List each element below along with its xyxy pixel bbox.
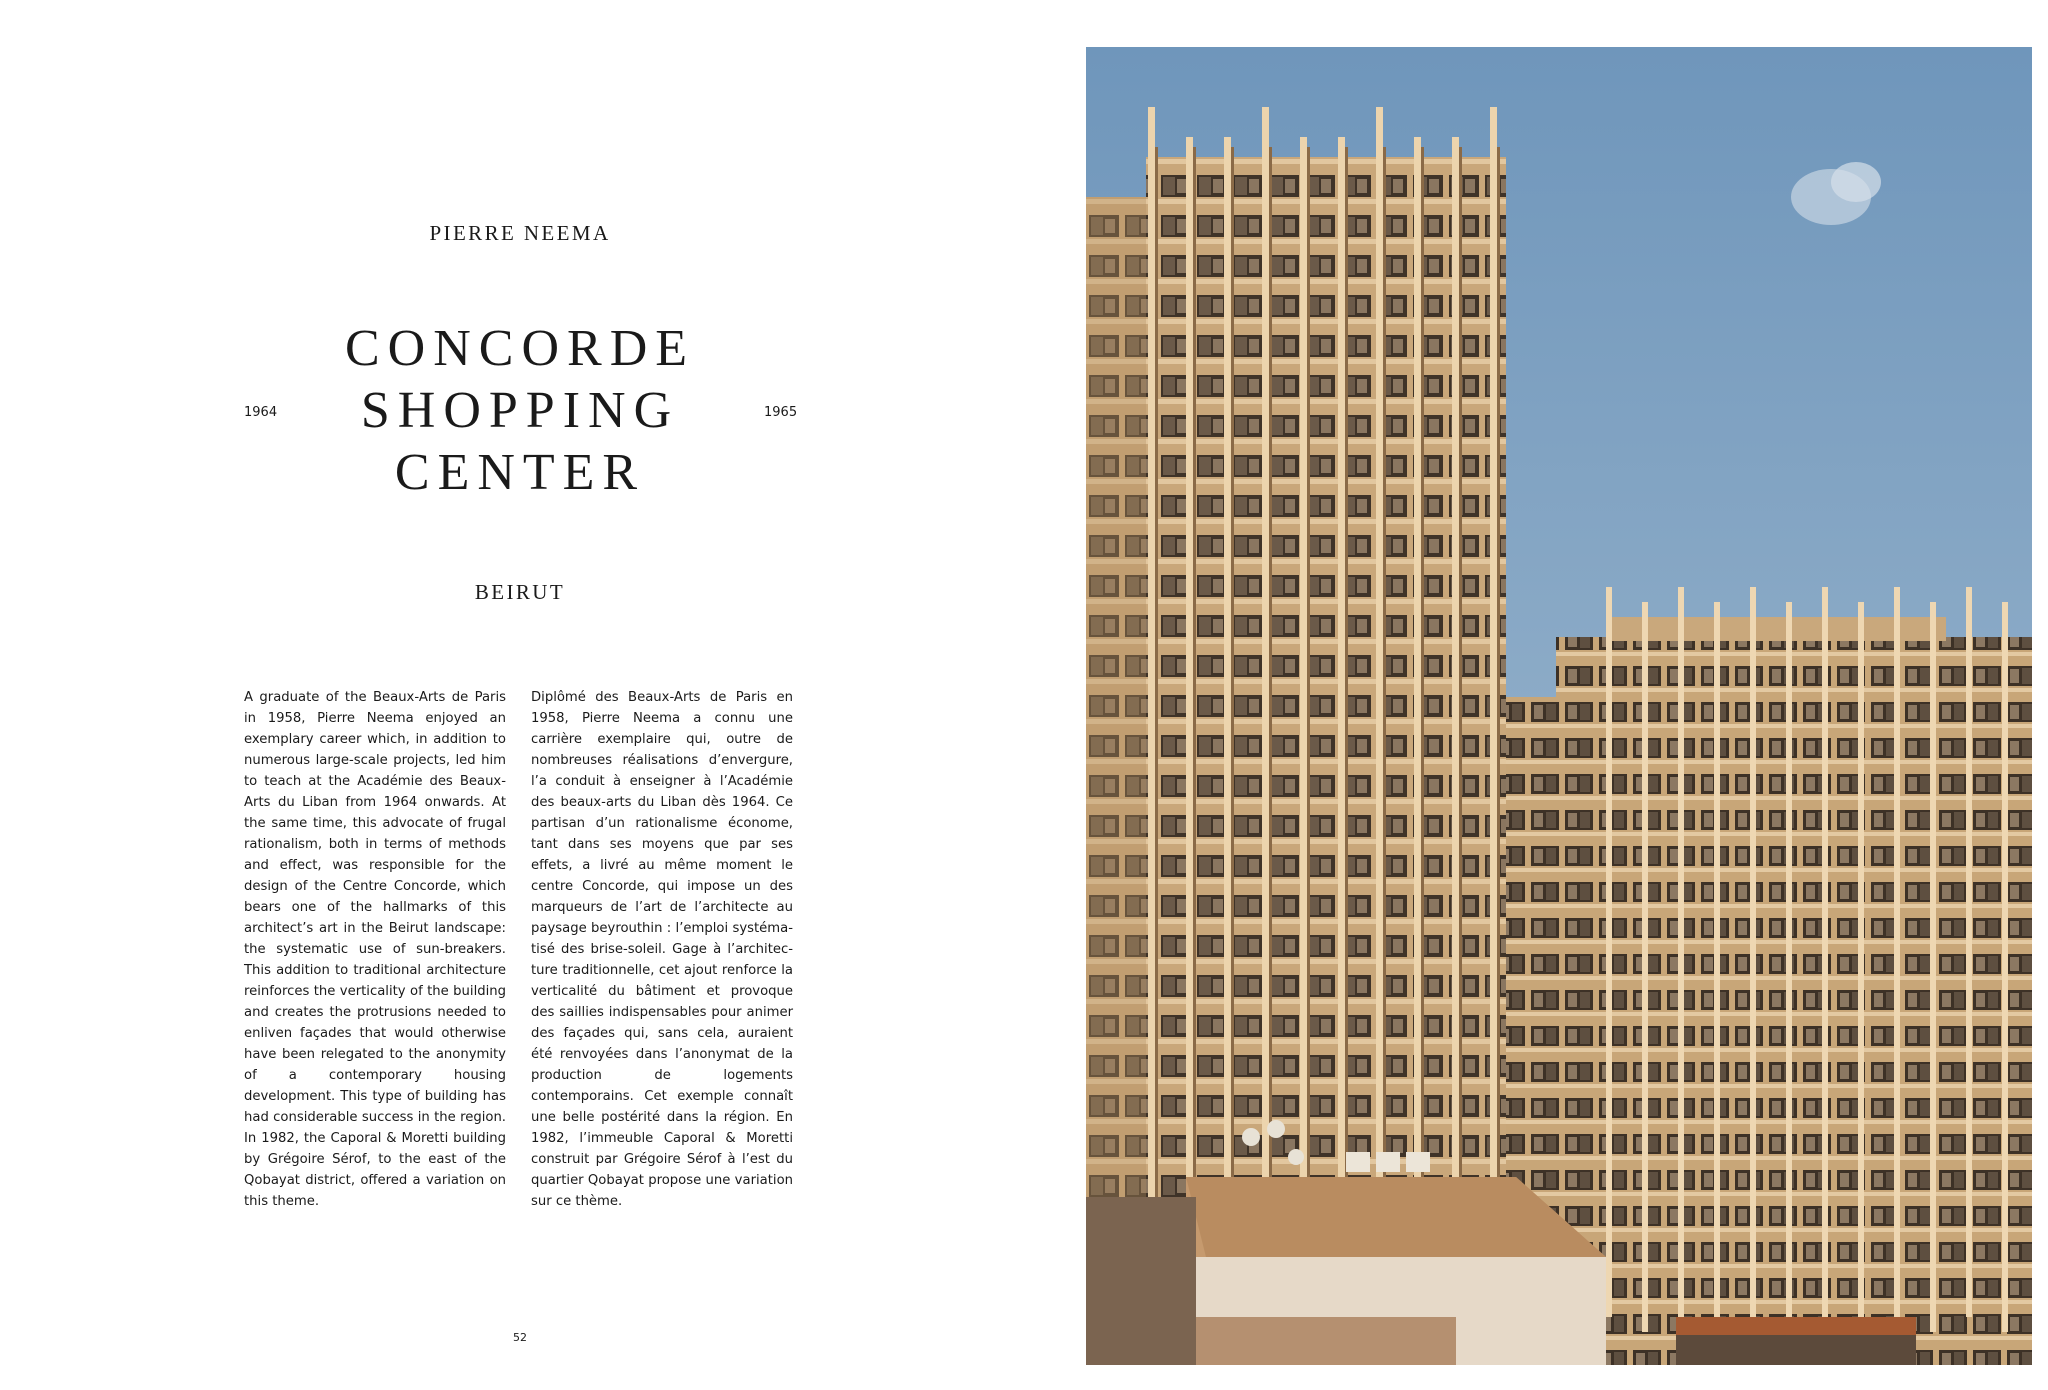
- fin: [1786, 602, 1792, 1332]
- building-photograph: [1086, 47, 2032, 1365]
- fin-shadow: [1459, 147, 1462, 1257]
- french-text: Diplômé des Beaux-Arts de Paris en 1958, Pierre Neema a connu une carrière exemplaire qui, outre de nombreuses réalisations d’envergure, l’a conduit à enseigner à l’Académie des beaux-arts du Liban dès 1964. Ce partisan d’un rationalisme économe, tant dans ses moyens que par ses effets, a livré au même moment le centre Concorde, qui impose un des marqueurs de l’art de l’architecte au paysage beyrouthin : l’emploi systématisé des brise-soleil. Gage à l’architecture traditionnelle, cet ajout renforce la verticalité du bâtiment et provoque des saillies indispensables pour animer des façades qui, sans cela, auraient été renvoyées dans l’anonymat de la production de logements contemporains. Cet exemple connaît une belle postérité dans la région. En 1982, l’immeuble Caporal & Moretti construit par Grégoire Sérof à l’est du quartier Qobayat propose une variation sur ce thème.: [531, 690, 793, 1209]
- fin: [1490, 107, 1497, 1227]
- fin-shadow: [1497, 147, 1500, 1257]
- title-line: CENTER: [394, 444, 646, 501]
- fin: [1714, 602, 1720, 1332]
- fin: [1452, 137, 1459, 1257]
- fin: [1678, 587, 1684, 1317]
- fin: [1606, 587, 1612, 1317]
- fin: [1300, 137, 1307, 1257]
- fin-shadow: [1269, 147, 1272, 1257]
- fin: [1148, 107, 1155, 1227]
- architect-name: PIERRE NEEMA: [429, 221, 611, 245]
- fin: [1224, 137, 1231, 1257]
- fin: [1930, 602, 1936, 1332]
- fin: [1642, 602, 1648, 1332]
- fin-shadow: [1383, 147, 1386, 1257]
- fin: [1822, 587, 1828, 1317]
- photograph-image: [1086, 47, 2032, 1365]
- fin: [1894, 587, 1900, 1317]
- title-line: CONCORDE: [344, 320, 696, 377]
- right-building: [1556, 637, 2032, 1365]
- fin-shadow: [1155, 147, 1158, 1257]
- building-title: [300, 318, 740, 504]
- cloud: [1831, 162, 1881, 202]
- fin: [1966, 587, 1972, 1317]
- title-line: SHOPPING: [360, 382, 680, 439]
- year-start: 1964: [244, 405, 278, 420]
- fin: [1262, 107, 1269, 1227]
- fin: [1186, 137, 1193, 1257]
- fin: [1750, 587, 1756, 1317]
- page-number: 52: [513, 1331, 527, 1344]
- fin-shadow: [1421, 147, 1424, 1257]
- fin: [2002, 602, 2008, 1332]
- fin: [1338, 137, 1345, 1257]
- fin-shadow: [1345, 147, 1348, 1257]
- fin-shadow: [1231, 147, 1234, 1257]
- fin-shadow: [1307, 147, 1310, 1257]
- fin: [1414, 137, 1421, 1257]
- fin: [1376, 107, 1383, 1227]
- fin: [1858, 602, 1864, 1332]
- city-name: BEIRUT: [474, 580, 566, 604]
- english-text: A graduate of the Beaux-Arts de Paris in 1958, Pierre Neema enjoyed an exemplary career which, in addition to numerous large-scale projects, led him to teach at the Académie des Beaux-Arts du Liban from 1964 onwards. At the same time, this advocate of frugal rationalism, both in terms of methods and effect, was responsible for the design of the Centre Concorde, which bears one of the hallmarks of this architect’s art in the Beirut landscape: the systematic use of sun-breakers. This addition to traditional architecture reinforces the verticality of the building and creates the protrusions needed to enliven façades that would otherwise have been relegated to the anonymity of a contemporary housing development. This type of building has had considerable success in the region. In 1982, the Caporal & Moretti building by Grégoire Sérof, to the east of the Qobayat district, offered a variation on this theme.: [244, 690, 506, 1209]
- fin-shadow: [1193, 147, 1196, 1257]
- year-end: 1965: [764, 405, 798, 420]
